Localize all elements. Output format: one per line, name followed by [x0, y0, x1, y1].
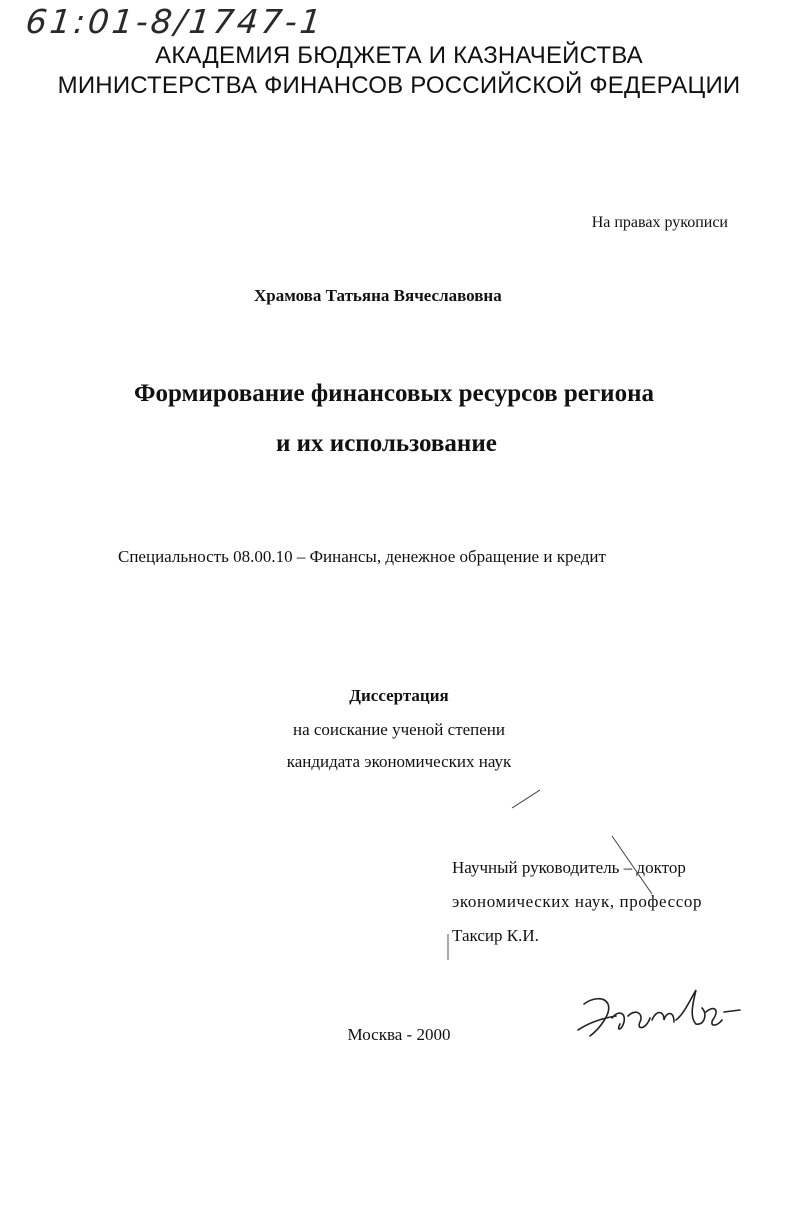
organization-line-2: МИНИСТЕРСТВА ФИНАНСОВ РОССИЙСКОЙ ФЕДЕРАЦИИ [57, 72, 741, 99]
dissertation-title-line-1: Формирование финансовых ресурсов региона [134, 380, 654, 407]
supervisor-line-2: экономических наук, профессор [452, 892, 703, 911]
pen-strike-mark [612, 836, 652, 894]
degree-line-1: на соискание ученой степени [292, 720, 506, 739]
manuscript-rights-note: На правах рукописи [591, 214, 728, 231]
specialty-line: Специальность 08.00.10 – Финансы, денежное обращение и кредит [118, 547, 606, 566]
author-signature [578, 990, 740, 1036]
archive-stamp: 61:01-8/1747-1 [23, 2, 327, 41]
author-name: Храмова Татьяна Вячеславовна [254, 286, 502, 305]
pen-stroke-mark [512, 790, 540, 808]
organization-line-1: АКАДЕМИЯ БЮДЖЕТА И КАЗНАЧЕЙСТВА [155, 42, 643, 69]
supervisor-line-3: Таксир К.И. [452, 926, 539, 945]
supervisor-line-1: Научный руководитель – доктор [452, 858, 686, 877]
dissertation-title-line-2: и их использование [276, 430, 497, 457]
place-and-year: Москва - 2000 [347, 1025, 451, 1044]
degree-line-2: кандидата экономических наук [286, 752, 512, 771]
dissertation-heading: Диссертация [349, 686, 449, 705]
